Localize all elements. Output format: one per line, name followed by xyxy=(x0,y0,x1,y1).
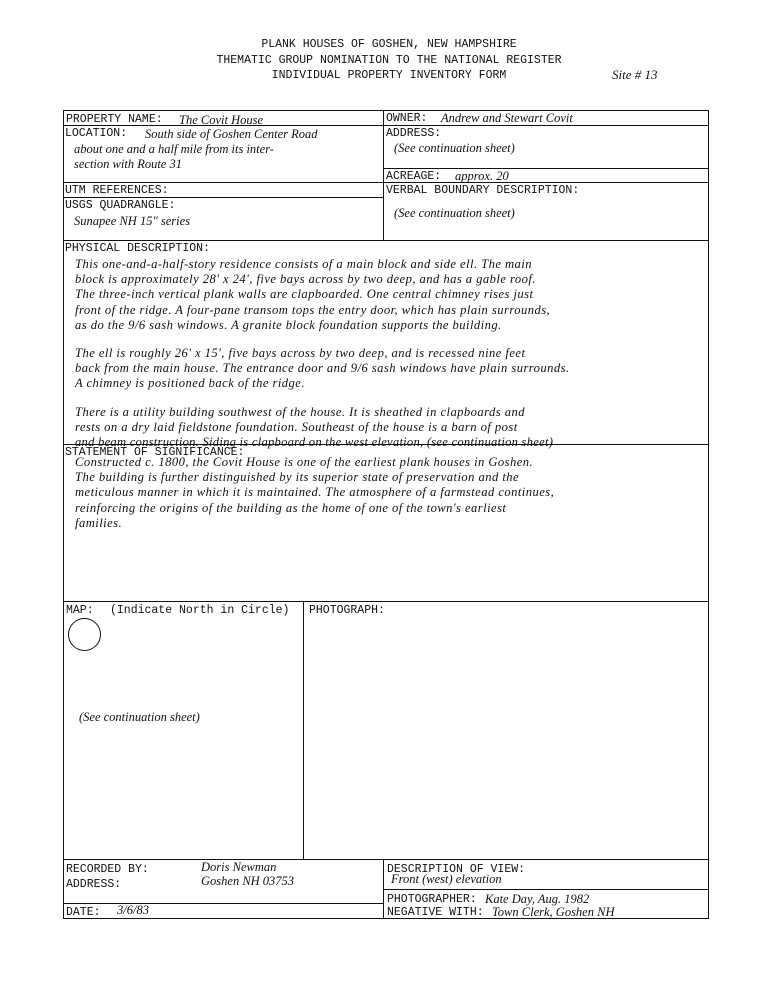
physical-line: The ell is roughly 26' x 15', five bays across by two deep, and is recessed nine feet xyxy=(75,346,526,361)
photograph-label: PHOTOGRAPH: xyxy=(309,604,385,617)
negative-with-label: NEGATIVE WITH: xyxy=(387,906,484,919)
date-label: DATE: xyxy=(66,906,101,919)
photographer-value: Kate Day, Aug. 1982 xyxy=(485,892,590,906)
usgs-value: Sunapee NH 15" series xyxy=(74,214,190,228)
physical-description-text xyxy=(75,257,570,450)
recorder-address-label: ADDRESS: xyxy=(66,878,122,891)
physical-line: as do the 9/6 sash windows. A granite block foundation supports the building. xyxy=(75,317,502,332)
site-number: Site # 13 xyxy=(612,67,658,82)
location-line-1: South side of Goshen Center Road xyxy=(145,127,318,141)
verbal-boundary-value: (See continuation sheet) xyxy=(394,206,515,220)
north-circle xyxy=(68,618,101,651)
property-name-label: PROPERTY NAME: xyxy=(66,113,163,126)
significance-line: Constructed c. 1800, the Covit House is one of the earliest plank houses in Goshen. xyxy=(75,455,534,469)
significance-line: meticulous manner in which it is maintained. The atmosphere of a farmstead continues, xyxy=(75,485,555,500)
map-value: (See continuation sheet) xyxy=(79,710,200,724)
location-line-3: section with Route 31 xyxy=(74,157,182,171)
physical-line: There is a utility building southwest of the house. It is sheathed in clapboards and xyxy=(75,404,525,419)
owner-value: Andrew and Stewart Covit xyxy=(441,111,573,125)
significance-line: reinforcing the origins of the building as the home of one of the town's earliest xyxy=(75,500,507,515)
photographer-label: PHOTOGRAPHER: xyxy=(387,893,477,906)
physical-line: front of the ridge. A four-pane transom tops the entry door, which has plain surrounds, xyxy=(75,302,551,317)
significance-label: STATEMENT OF SIGNIFICANCE: xyxy=(65,446,245,459)
physical-description-label: PHYSICAL DESCRIPTION: xyxy=(65,242,210,255)
physical-line: back from the main house. The entrance door and 9/6 sash windows have plain surrounds. xyxy=(75,361,570,376)
form-title-line-2: THEMATIC GROUP NOMINATION TO THE NATIONAL REGISTER xyxy=(216,54,562,67)
physical-line: block is approximately 28' x 24', five bays across by two deep, and has a gable roof. xyxy=(75,272,536,287)
acreage-label: ACREAGE: xyxy=(386,170,442,183)
significance-line: The building is further distinguished by its superior state of preservation and the xyxy=(75,470,520,485)
significance-line: families. xyxy=(75,515,123,530)
usgs-label: USGS QUADRANGLE: xyxy=(65,199,176,212)
date-value: 3/6/83 xyxy=(117,903,149,917)
owner-label: OWNER: xyxy=(386,112,428,125)
acreage-value: approx. 20 xyxy=(455,169,509,183)
physical-line xyxy=(75,392,570,405)
form-title-line-1: PLANK HOUSES OF GOSHEN, NEW HAMPSHIRE xyxy=(261,38,517,51)
address-value: (See continuation sheet) xyxy=(394,141,515,155)
verbal-boundary-label: VERBAL BOUNDARY DESCRIPTION: xyxy=(386,184,580,197)
map-label: MAP: xyxy=(66,604,94,617)
physical-line: and beam construction. Siding is clapboard on the west elevation, (see continuation sheet) xyxy=(75,435,554,450)
physical-line: The three-inch vertical plank walls are clapboarded. One central chimney rises just xyxy=(75,287,534,302)
significance-text xyxy=(75,455,554,531)
property-name-value: The Covit House xyxy=(179,113,264,127)
physical-line xyxy=(75,333,570,346)
physical-line: rests on a dry laid fieldstone foundation. Southeast of the house is a barn of post xyxy=(75,419,518,434)
location-label: LOCATION: xyxy=(65,127,128,140)
physical-line: A chimney is positioned back of the ridge. xyxy=(75,376,305,391)
form-title-line-3: INDIVIDUAL PROPERTY INVENTORY FORM xyxy=(271,69,507,82)
map-instruction: (Indicate North in Circle) xyxy=(110,604,290,617)
description-of-view-value: Front (west) elevation xyxy=(391,872,502,886)
negative-with-value: Town Clerk, Goshen NH xyxy=(492,905,615,919)
address-label: ADDRESS: xyxy=(386,127,442,140)
recorder-address-value: Goshen NH 03753 xyxy=(201,874,295,888)
utm-label: UTM REFERENCES: xyxy=(65,184,169,197)
description-of-view-label: DESCRIPTION OF VIEW: xyxy=(387,863,526,876)
location-line-2: about one and a half mile from its inter- xyxy=(74,142,274,156)
recorded-by-value: Doris Newman xyxy=(201,860,277,874)
physical-line: This one-and-a-half-story residence consists of a main block and side ell. The main xyxy=(75,257,532,271)
recorded-by-label: RECORDED BY: xyxy=(66,863,149,876)
